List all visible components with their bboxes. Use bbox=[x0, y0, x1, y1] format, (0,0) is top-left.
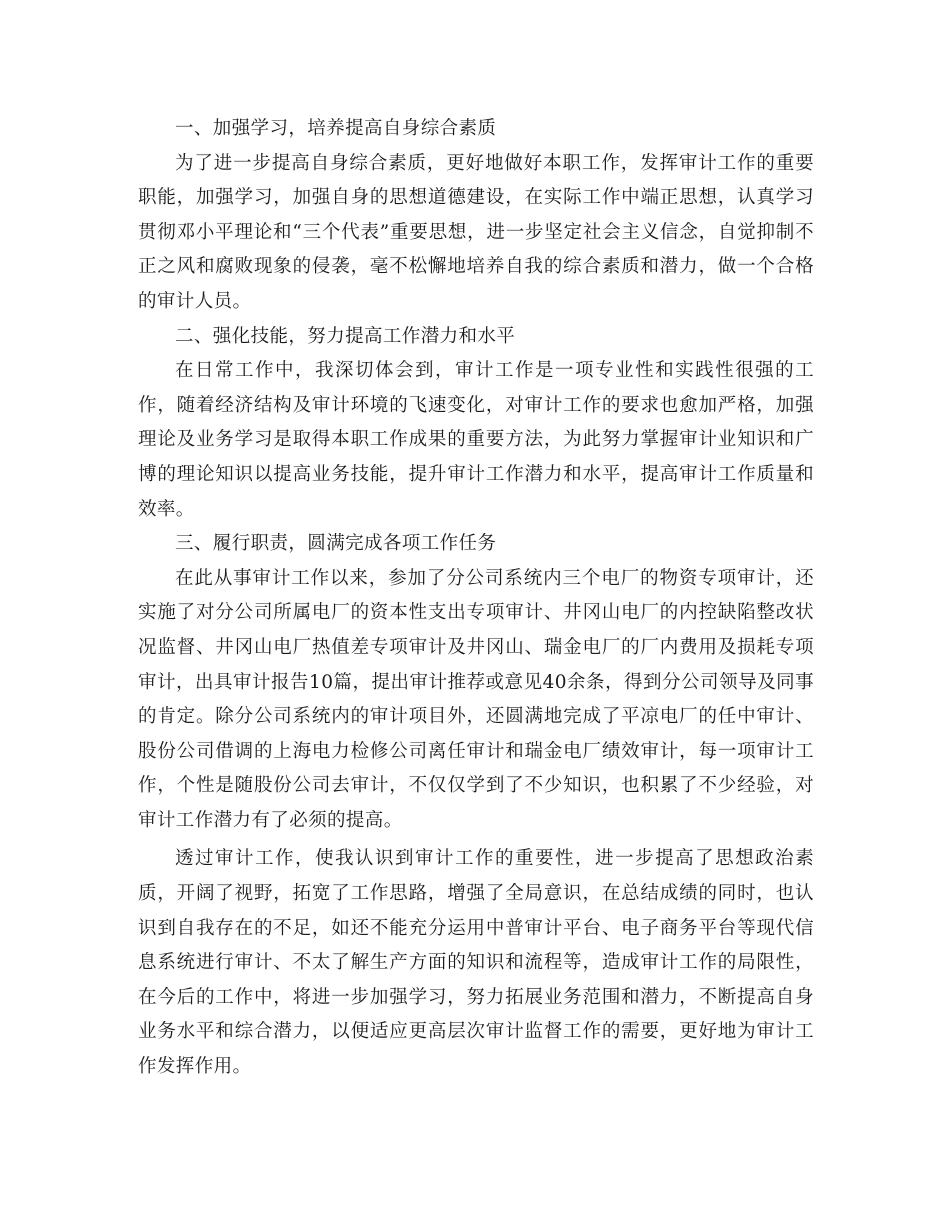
section-heading-2: 二、强化技能，努力提高工作潜力和水平 bbox=[175, 325, 516, 347]
section-heading-1: 一、加强学习，培养提高自身综合素质 bbox=[175, 118, 497, 139]
document-body bbox=[138, 112, 814, 1085]
section-3-paragraph-2: 透过审计工作，使我认识到审计工作的重要性，进一步提高了思想政治素质，开阔了视野，拓宽了工作思路，增强了全局意识，在总结成绩的同时，也认识到自我存在的不足，如还不能充分运用中普审计平台、电子商务平台等现代信息系统进行审计、不太了解生产方面的知识和流程等，造成审计工作的局限性，在今后的工作中，将进一步加强学习，努力拓展业务范围和潜力，不断提高自身业务水平和综合潜力，以便适应更高层次审计监督工作的需要，更好地为审计工作发挥作用。 bbox=[138, 848, 814, 1078]
section-2-paragraph-1: 在日常工作中，我深切体会到，审计工作是一项专业性和实践性很强的工作，随着经济结构及审计环境的飞速变化，对审计工作的要求也愈加严格，加强理论及业务学习是取得本职工作成果的重要方法，为此努力掌握审计业知识和广博的理论知识以提高业务技能，提升审计工作潜力和水平，提高审计工作质量和效率。 bbox=[138, 360, 814, 520]
section-heading-3: 三、履行职责，圆满完成各项工作任务 bbox=[175, 533, 497, 555]
section-3-paragraph-1: 在此从事审计工作以来，参加了分公司系统内三个电厂的物资专项审计，还实施了对分公司所属电厂的资本性支出专项审计、井冈山电厂的内控缺陷整改状况监督、井冈山电厂热值差专项审计及井冈山、瑞金电厂的厂内费用及损耗专项审计，出具审计报告10篇，提出审计推荐或意见40余条，得到分公司领导及同事的肯定。除分公司系统内的审计项目外，还圆满地完成了平凉电厂的任中审计、股份公司借调的上海电力检修公司离任审计和瑞金电厂绩效审计，每一项审计工作，个性是随股份公司去审计，不仅仅学到了不少知识，也积累了不少经验，对审计工作潜力有了必须的提高。 bbox=[138, 567, 814, 831]
section-1-paragraph-1: 为了进一步提高自身综合素质，更好地做好本职工作，发挥审计工作的重要职能，加强学习，加强自身的思想道德建设，在实际工作中端正思想，认真学习贯彻邓小平理论和“三个代表”重要思想，进一步坚定社会主义信念，自觉抑制不正之风和腐败现象的侵袭，毫不松懈地培养自我的综合素质和潜力，做一个合格的审计人员。 bbox=[138, 152, 814, 312]
